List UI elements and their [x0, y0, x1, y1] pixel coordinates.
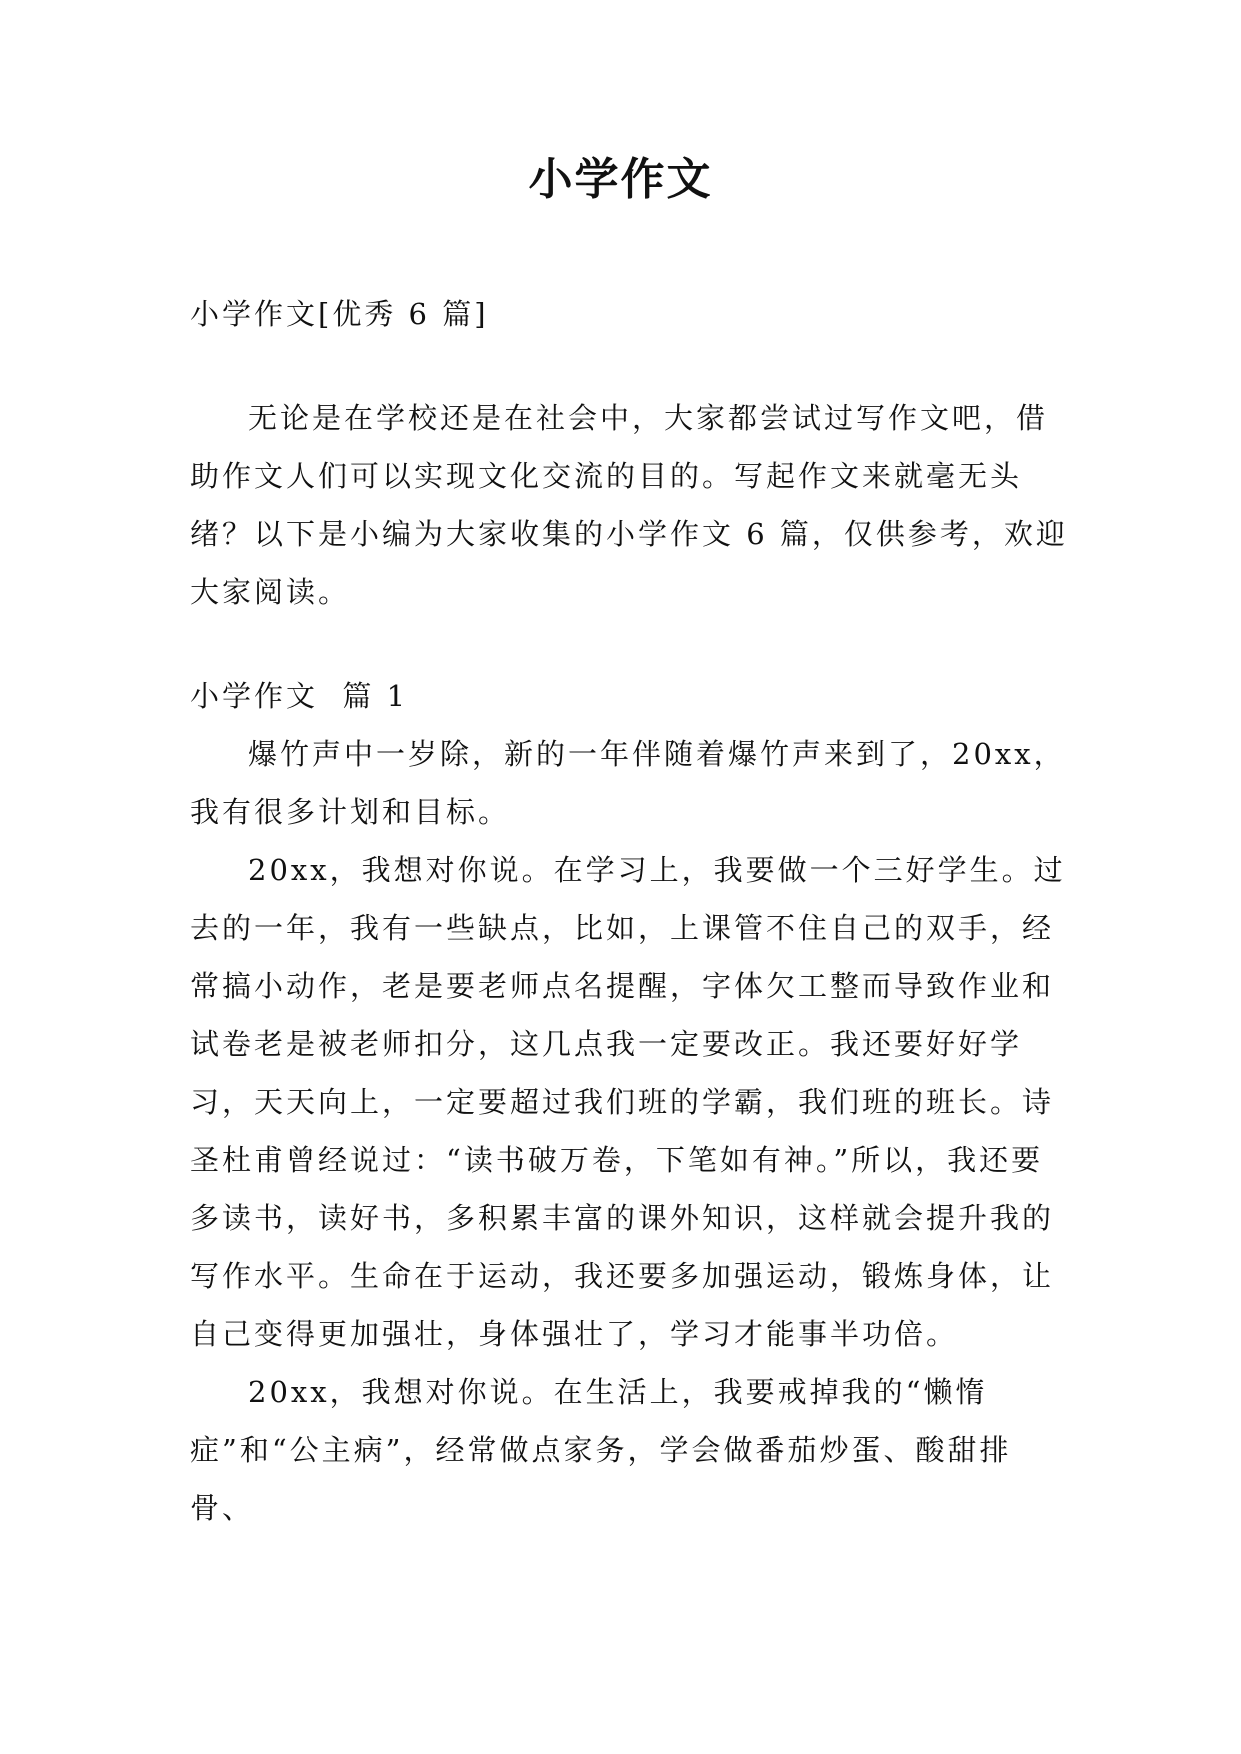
document-subtitle: 小学作文[优秀 6 篇]: [190, 297, 489, 331]
paragraph: 20xx，我想对你说。在生活上，我要戒掉我的“懒惰症”和“公主病”，经常做点家务，学会做番茄炒蛋、酸甜排骨、: [190, 1375, 1012, 1525]
intro-paragraph: 无论是在学校还是在社会中，大家都尝试过写作文吧，借助作文人们可以实现文化交流的目的。写起作文来就毫无头绪？以下是小编为大家收集的小学作文 6 篇，仅供参考，欢迎大家阅读。: [190, 401, 1068, 609]
document-title: 小学作文: [528, 154, 713, 205]
document-body: [190, 285, 1070, 1537]
paragraph: 20xx，我想对你说。在学习上，我要做一个三好学生。过去的一年，我有一些缺点，比如，上课管不住自己的双手，经常搞小动作，老是要老师点名提醒，字体欠工整而导致作业和试卷老是被老师扣分，这几点我一定要改正。我还要好好学习，天天向上，一定要超过我们班的学霸，我们班的班长。诗圣杜甫曾经说过：“读书破万卷，下笔如有神。”所以，我还要多读书，读好书，多积累丰富的课外知识，这样就会提升我的写作水平。生命在于运动，我还要多加强运动，锻炼身体，让自己变得更加强壮，身体强壮了，学习才能事半功倍。: [190, 853, 1066, 1351]
paragraph: 爆竹声中一岁除，新的一年伴随着爆竹声来到了，20xx，我有很多计划和目标。: [190, 737, 1066, 829]
section-heading: 小学作文 篇 1: [190, 679, 409, 713]
